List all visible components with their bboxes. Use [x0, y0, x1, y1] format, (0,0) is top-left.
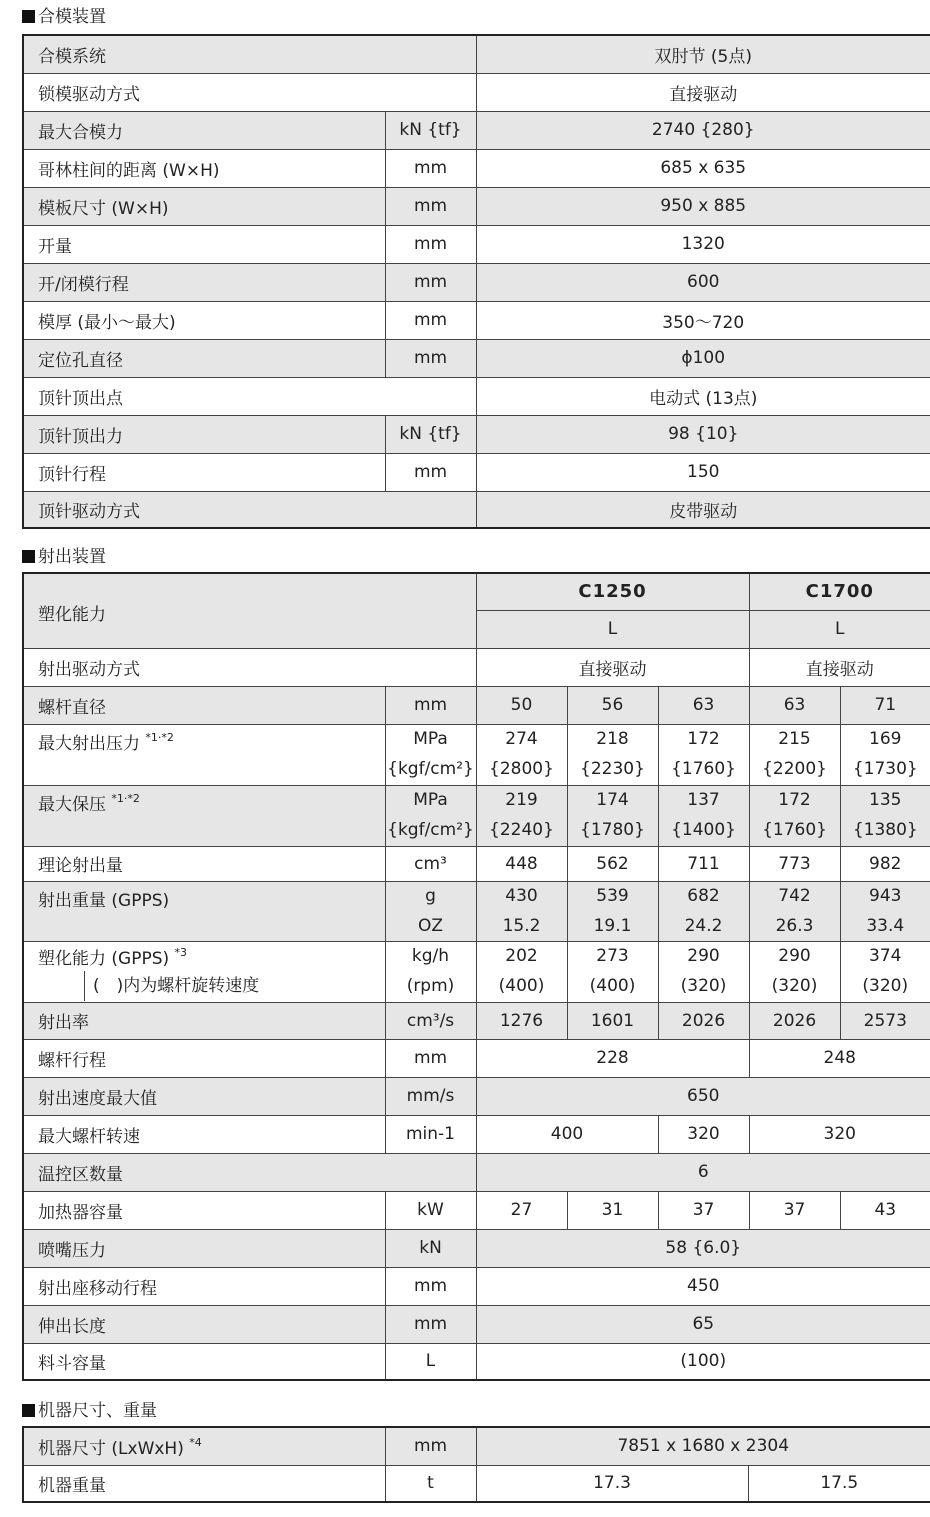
row-value: {1380} [840, 815, 930, 846]
section-title-clamping: 合模装置 [22, 6, 106, 28]
row-value: 943 [840, 881, 930, 911]
row-value: 218 [567, 724, 658, 754]
row-value: 1276 [476, 1002, 567, 1039]
row-unit: mm/s [385, 1077, 476, 1115]
footnote-mark: *1·*2 [111, 791, 140, 805]
row-unit: (rpm) [385, 971, 476, 1002]
row-value: 37 [749, 1191, 840, 1229]
table-row [23, 881, 930, 911]
plasticizing-label: 塑化能力 [23, 573, 476, 648]
row-value: 63 [749, 686, 840, 724]
table-row [23, 785, 930, 815]
table-row [23, 187, 930, 225]
row-value: 43 [840, 1191, 930, 1229]
footnote-mark: *1·*2 [145, 730, 174, 744]
row-unit: mm [385, 187, 476, 225]
row-value: 219 [476, 785, 567, 815]
row-value: 274 [476, 724, 567, 754]
row-label: 最大螺杆转速 [23, 1115, 385, 1153]
row-value: 135 [840, 785, 930, 815]
row-value: 430 [476, 881, 567, 911]
clamping-table [22, 34, 930, 529]
table-row [23, 1002, 930, 1039]
row-value: (320) [749, 971, 840, 1002]
table-row [23, 377, 930, 415]
table-row [23, 111, 930, 149]
row-unit: kW [385, 1191, 476, 1229]
row-value: 172 [658, 724, 749, 754]
row-value: 1320 [476, 225, 930, 263]
row-label: 模厚 (最小～最大) [23, 301, 385, 339]
row-label: 哥林柱间的距离 (W×H) [23, 149, 385, 187]
table-row [23, 491, 930, 528]
row-label: 螺杆直径 [23, 686, 385, 724]
row-unit: mm [385, 339, 476, 377]
row-value: 682 [658, 881, 749, 911]
table-row [23, 1229, 930, 1267]
table-row [23, 35, 930, 73]
row-value: (400) [476, 971, 567, 1002]
row-unit: mm [385, 1305, 476, 1343]
row-label: 加热器容量 [23, 1191, 385, 1229]
row-value: 562 [567, 846, 658, 881]
row-unit: mm [385, 1039, 476, 1077]
table-row [23, 1465, 930, 1502]
row-value: 448 [476, 846, 567, 881]
row-value: {1760} [749, 815, 840, 846]
row-value: 24.2 [658, 911, 749, 941]
row-value: 320 [749, 1115, 930, 1153]
row-label: 伸出长度 [23, 1305, 385, 1343]
row-value: 17.3 [476, 1465, 748, 1502]
row-label: 最大合模力 [23, 111, 385, 149]
row-value: 400 [476, 1115, 658, 1153]
table-row [23, 1267, 930, 1305]
row-value: 174 [567, 785, 658, 815]
row-unit: OZ [385, 911, 476, 941]
table-row [23, 941, 930, 971]
row-unit: kN {tf} [385, 111, 476, 149]
row-value: 2026 [749, 1002, 840, 1039]
row-unit: mm [385, 686, 476, 724]
row-label: 机器重量 [23, 1465, 385, 1502]
row-value: 172 [749, 785, 840, 815]
table-row [23, 339, 930, 377]
row-value: 350～720 [476, 301, 930, 339]
row-label [23, 971, 385, 1002]
row-value: 直接驱动 [476, 73, 930, 111]
section-title-machine: 机器尺寸、重量 [22, 1400, 157, 1422]
row-value: 215 [749, 724, 840, 754]
row-value: 31 [567, 1191, 658, 1229]
row-value: 15.2 [476, 911, 567, 941]
table-row [23, 1039, 930, 1077]
row-label: 定位孔直径 [23, 339, 385, 377]
table-row [23, 971, 930, 1002]
row-value: 63 [658, 686, 749, 724]
row-label: 料斗容量 [23, 1343, 385, 1380]
row-value: 320 [658, 1115, 749, 1153]
row-unit: {kgf/cm²} [385, 815, 476, 846]
row-value: {2200} [749, 754, 840, 785]
table-row [23, 453, 930, 491]
row-value: 直接驱动 [749, 648, 930, 686]
row-label: 顶针顶出点 [23, 377, 476, 415]
row-value: 双肘节 (5点) [476, 35, 930, 73]
row-label: 最大射出压力 $^{*1\cdot*2}$ [23, 724, 385, 785]
row-value: 290 [749, 941, 840, 971]
row-value: 742 [749, 881, 840, 911]
row-unit: kN [385, 1229, 476, 1267]
row-label: 模板尺寸 (W×H) [23, 187, 385, 225]
machine-table [22, 1426, 930, 1503]
row-value: 650 [476, 1077, 930, 1115]
row-unit: L [385, 1343, 476, 1380]
table-row [23, 648, 930, 686]
row-value: (100) [476, 1343, 930, 1380]
injection-table [22, 572, 930, 1381]
row-value: 374 [840, 941, 930, 971]
table-row [23, 1427, 930, 1465]
row-value: 6 [476, 1153, 930, 1191]
row-value: 19.1 [567, 911, 658, 941]
row-value: 982 [840, 846, 930, 881]
row-value: 71 [840, 686, 930, 724]
row-unit: kN {tf} [385, 415, 476, 453]
row-unit: cm³/s [385, 1002, 476, 1039]
row-value: 50 [476, 686, 567, 724]
row-unit: mm [385, 225, 476, 263]
row-value: 711 [658, 846, 749, 881]
row-value: 33.4 [840, 911, 930, 941]
model-c1250: C1250 [476, 573, 749, 610]
rpm-note: ( )内为螺杆旋转速度 [84, 971, 385, 1001]
table-row [23, 415, 930, 453]
row-label: 理论射出量 [23, 846, 385, 881]
row-value: 直接驱动 [476, 648, 749, 686]
row-value: {2230} [567, 754, 658, 785]
table-row [23, 846, 930, 881]
row-value: 773 [749, 846, 840, 881]
row-value: 950 x 885 [476, 187, 930, 225]
row-label: 合模系统 [23, 35, 476, 73]
row-label: 开量 [23, 225, 385, 263]
row-label: 锁模驱动方式 [23, 73, 476, 111]
row-value: 电动式 (13点) [476, 377, 930, 415]
row-label: 顶针驱动方式 [23, 491, 476, 528]
table-row [23, 263, 930, 301]
row-unit: cm³ [385, 846, 476, 881]
row-value: 37 [658, 1191, 749, 1229]
row-value: {1760} [658, 754, 749, 785]
row-value: 202 [476, 941, 567, 971]
row-value: {1730} [840, 754, 930, 785]
row-value: 皮带驱动 [476, 491, 930, 528]
section-title-injection: 射出装置 [22, 546, 106, 568]
footnote-mark: *3 [174, 945, 188, 959]
row-unit: kg/h [385, 941, 476, 971]
row-value: 56 [567, 686, 658, 724]
table-row [23, 73, 930, 111]
table-row [23, 1343, 930, 1380]
footnote-mark: *4 [189, 1435, 202, 1449]
row-unit: g [385, 881, 476, 911]
row-value: 17.5 [748, 1465, 930, 1502]
row-value: 65 [476, 1305, 930, 1343]
row-value: 2740 {280} [476, 111, 930, 149]
table-row [23, 573, 930, 610]
row-label: 射出率 [23, 1002, 385, 1039]
row-value: 26.3 [749, 911, 840, 941]
row-value: ϕ100 [476, 339, 930, 377]
row-label: 温控区数量 [23, 1153, 476, 1191]
row-unit: min-1 [385, 1115, 476, 1153]
screw-type: L [749, 610, 930, 648]
table-row [23, 1153, 930, 1191]
table-row [23, 149, 930, 187]
row-unit: mm [385, 1267, 476, 1305]
row-label: 射出重量 (GPPS) [23, 881, 385, 941]
row-label: 射出驱动方式 [23, 648, 476, 686]
row-value: {1400} [658, 815, 749, 846]
row-value: (320) [840, 971, 930, 1002]
row-value: 2026 [658, 1002, 749, 1039]
row-unit: mm [385, 263, 476, 301]
model-c1700: C1700 [749, 573, 930, 610]
row-value: {2240} [476, 815, 567, 846]
row-label: 顶针行程 [23, 453, 385, 491]
table-row [23, 225, 930, 263]
row-unit: mm [385, 149, 476, 187]
row-value: 600 [476, 263, 930, 301]
row-value: {2800} [476, 754, 567, 785]
row-value: (320) [658, 971, 749, 1002]
square-bullet-icon [22, 1404, 35, 1417]
screw-type: L [476, 610, 749, 648]
square-bullet-icon [22, 10, 35, 23]
row-value: 7851 x 1680 x 2304 [476, 1427, 930, 1465]
row-unit: MPa [385, 785, 476, 815]
row-label: 顶针顶出力 [23, 415, 385, 453]
row-value: 228 [476, 1039, 749, 1077]
row-label: 开/闭模行程 [23, 263, 385, 301]
row-label: 螺杆行程 [23, 1039, 385, 1077]
row-value: 450 [476, 1267, 930, 1305]
row-unit: {kgf/cm²} [385, 754, 476, 785]
row-value: 248 [749, 1039, 930, 1077]
row-value: 2573 [840, 1002, 930, 1039]
row-value: 27 [476, 1191, 567, 1229]
row-value: 169 [840, 724, 930, 754]
row-unit: MPa [385, 724, 476, 754]
table-row [23, 1305, 930, 1343]
row-value: 539 [567, 881, 658, 911]
row-value: 58 {6.0} [476, 1229, 930, 1267]
row-label: 喷嘴压力 [23, 1229, 385, 1267]
row-value: (400) [567, 971, 658, 1002]
table-row [23, 1115, 930, 1153]
row-label: 塑化能力 (GPPS) $^{*3}$ [23, 941, 385, 971]
row-value: 150 [476, 453, 930, 491]
table-row [23, 686, 930, 724]
table-row [23, 301, 930, 339]
row-value: 290 [658, 941, 749, 971]
row-label: 射出速度最大值 [23, 1077, 385, 1115]
row-unit: t [385, 1465, 476, 1502]
table-row [23, 1077, 930, 1115]
table-row [23, 724, 930, 754]
row-value: {1780} [567, 815, 658, 846]
row-value: 273 [567, 941, 658, 971]
row-unit: mm [385, 301, 476, 339]
row-value: 685 x 635 [476, 149, 930, 187]
row-label: 射出座移动行程 [23, 1267, 385, 1305]
row-unit: mm [385, 453, 476, 491]
row-unit: mm [385, 1427, 476, 1465]
row-label: 机器尺寸 (LxWxH) $^{*4}$ [23, 1427, 385, 1465]
row-value: 1601 [567, 1002, 658, 1039]
square-bullet-icon [22, 550, 35, 563]
row-label: 最大保压 $^{*1\cdot*2}$ [23, 785, 385, 846]
table-row [23, 1191, 930, 1229]
row-value: 98 {10} [476, 415, 930, 453]
row-value: 137 [658, 785, 749, 815]
